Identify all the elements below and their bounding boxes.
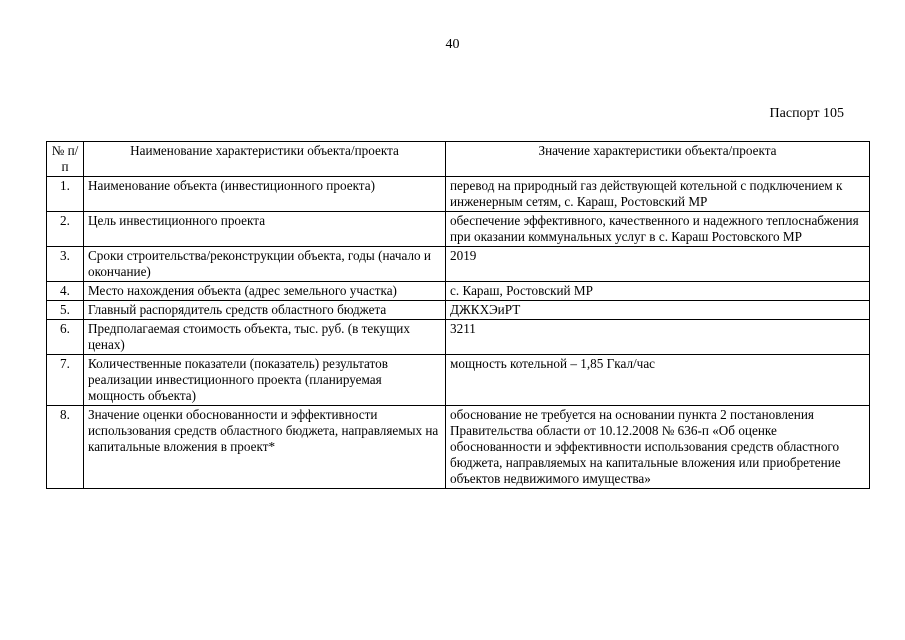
row-num: 3. bbox=[47, 247, 84, 282]
row-name: Цель инвестиционного проекта bbox=[84, 212, 446, 247]
table-row bbox=[47, 406, 870, 489]
row-value: 3211 bbox=[446, 320, 870, 355]
row-name: Количественные показатели (показатель) результатов реализации инвестиционного проекта (планируемая мощность объекта) bbox=[84, 355, 446, 406]
row-value: ДЖКХЭиРТ bbox=[446, 301, 870, 320]
table-row bbox=[47, 177, 870, 212]
row-value: с. Караш, Ростовский МР bbox=[446, 282, 870, 301]
row-name: Сроки строительства/реконструкции объекта, годы (начало и окончание) bbox=[84, 247, 446, 282]
passport-label: Паспорт 105 bbox=[769, 106, 844, 121]
page-number: 40 bbox=[445, 37, 460, 52]
row-num: 2. bbox=[47, 212, 84, 247]
row-name: Место нахождения объекта (адрес земельного участка) bbox=[84, 282, 446, 301]
table-row bbox=[47, 301, 870, 320]
table-row bbox=[47, 247, 870, 282]
row-name: Наименование объекта (инвестиционного проекта) bbox=[84, 177, 446, 212]
table-row bbox=[47, 212, 870, 247]
header-value: Значение характеристики объекта/проекта bbox=[446, 142, 870, 177]
row-name: Главный распорядитель средств областного бюджета bbox=[84, 301, 446, 320]
row-num: 1. bbox=[47, 177, 84, 212]
row-num: 6. bbox=[47, 320, 84, 355]
row-name: Предполагаемая стоимость объекта, тыс. руб. (в текущих ценах) bbox=[84, 320, 446, 355]
row-value: 2019 bbox=[446, 247, 870, 282]
table-header-row bbox=[47, 142, 870, 177]
row-num: 4. bbox=[47, 282, 84, 301]
row-value: перевод на природный газ действующей котельной с подключением к инженерным сетям, с. Караш, Ростовский МР bbox=[446, 177, 870, 212]
row-num: 5. bbox=[47, 301, 84, 320]
row-name: Значение оценки обоснованности и эффективности использования средств областного бюджета, направляемых на капитальные вложения в проект* bbox=[84, 406, 446, 489]
row-value: мощность котельной – 1,85 Гкал/час bbox=[446, 355, 870, 406]
table-row bbox=[47, 355, 870, 406]
table-row bbox=[47, 282, 870, 301]
row-value: обоснование не требуется на основании пункта 2 постановления Правительства области от 10.12.2008 № 636-п «Об оценке обоснованности и эффективности использования средств областного бюджета, направляемых на капитальные вложения или приобретение объектов недвижимого имущества» bbox=[446, 406, 870, 489]
row-value: обеспечение эффективного, качественного и надежного теплоснабжения при оказании коммунальных услуг в с. Караш Ростовского МР bbox=[446, 212, 870, 247]
row-num: 8. bbox=[47, 406, 84, 489]
table-row bbox=[47, 320, 870, 355]
row-num: 7. bbox=[47, 355, 84, 406]
header-num: № п/п bbox=[47, 142, 84, 177]
passport-table bbox=[46, 141, 870, 489]
header-name: Наименование характеристики объекта/проекта bbox=[84, 142, 446, 177]
